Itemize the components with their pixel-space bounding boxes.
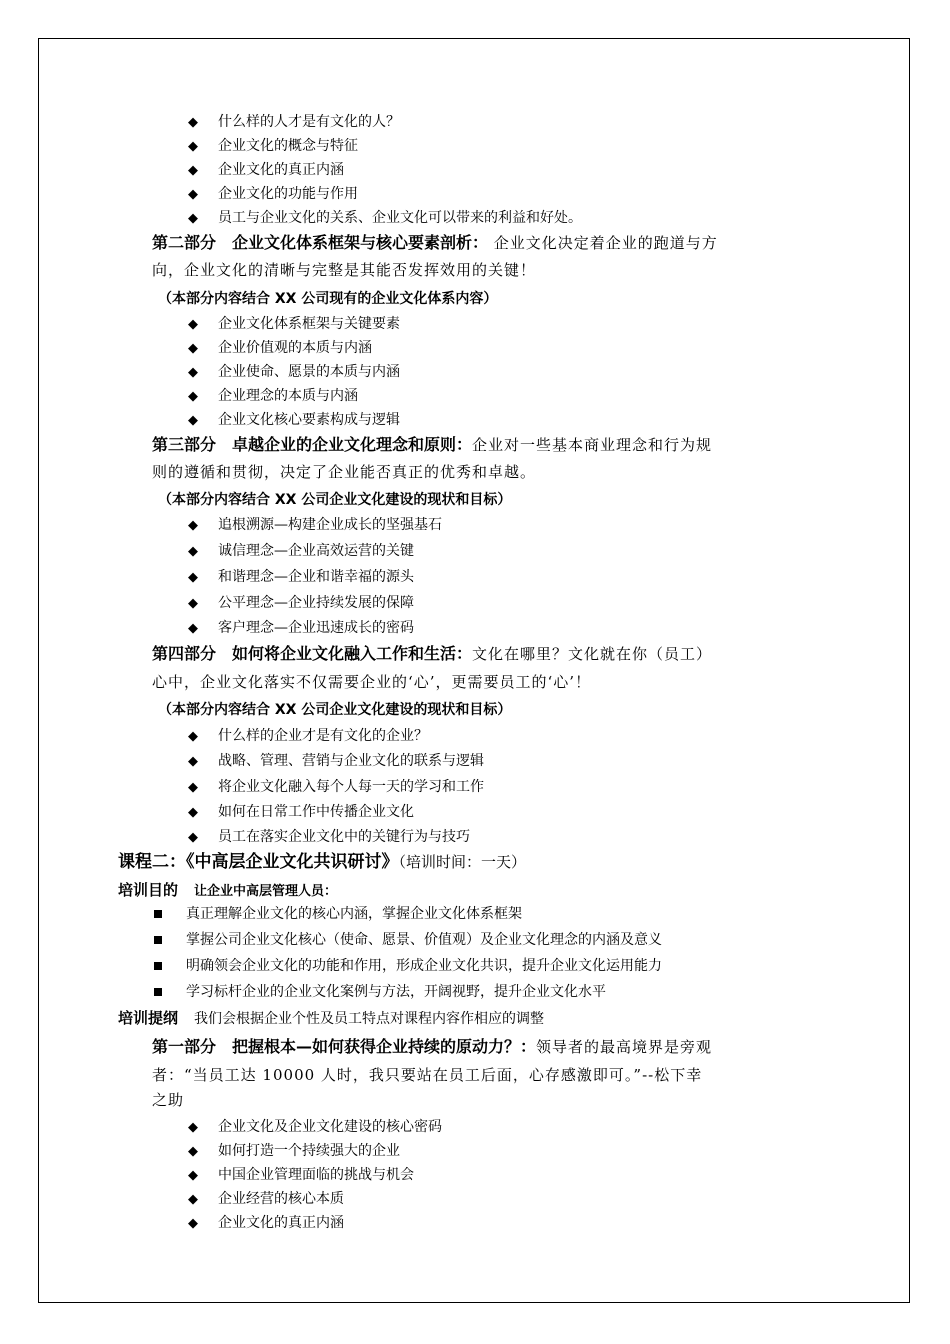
list-item: 企业文化体系框架与关键要素 xyxy=(218,316,400,332)
section-heading-part3 xyxy=(152,434,712,456)
list-item: 企业价值观的本质与内涵 xyxy=(218,340,372,356)
section-description: 文化在哪里？文化就在你（员工） xyxy=(472,645,713,663)
list-item: 和谐理念—企业和谐幸福的源头 xyxy=(218,569,414,585)
list-item: 真正理解企业文化的核心内涵，掌握企业文化体系框架 xyxy=(186,906,522,922)
diamond-bullet-icon: ◆ xyxy=(188,780,198,795)
section-heading-part1 xyxy=(152,1036,712,1058)
list-item: 如何打造一个持续强大的企业 xyxy=(218,1143,400,1159)
list-item: 将企业文化融入每个人每一天的学习和工作 xyxy=(218,779,484,795)
list-item: 企业文化及企业文化建设的核心密码 xyxy=(218,1119,442,1135)
diamond-bullet-icon: ◆ xyxy=(188,805,198,820)
diamond-bullet-icon: ◆ xyxy=(188,729,198,744)
diamond-bullet-icon: ◆ xyxy=(188,163,198,178)
section-description-cont: 向，企业文化的清晰与完整是其能否发挥效用的关键！ xyxy=(152,261,537,279)
diamond-bullet-icon: ◆ xyxy=(188,1168,198,1183)
list-item: 明确领会企业文化的功能和作用，形成企业文化共识，提升企业文化运用能力 xyxy=(186,958,662,974)
square-bullet-icon xyxy=(154,910,162,918)
diamond-bullet-icon: ◆ xyxy=(188,139,198,154)
diamond-bullet-icon: ◆ xyxy=(188,544,198,559)
outline-label: 培训提纲 xyxy=(118,1009,179,1027)
diamond-bullet-icon: ◆ xyxy=(188,570,198,585)
section-description-cont: 则的遵循和贯彻，决定了企业能否真正的优秀和卓越。 xyxy=(152,463,537,481)
diamond-bullet-icon: ◆ xyxy=(188,187,198,202)
diamond-bullet-icon: ◆ xyxy=(188,596,198,611)
section-description: 企业对一些基本商业理念和行为规 xyxy=(472,436,713,454)
outline-text: 我们会根据企业个性及员工特点对课程内容作相应的调整 xyxy=(194,1011,545,1027)
square-bullet-icon xyxy=(154,936,162,944)
section-description-cont: 心中，企业文化落实不仅需要企业的‘心’，更需要员工的‘心’！ xyxy=(152,673,592,691)
list-item: 追根溯源—构建企业成长的坚强基石 xyxy=(218,517,442,533)
section-title: 第二部分 企业文化体系框架与核心要素剖析： xyxy=(152,233,489,252)
list-item: 战略、管理、营销与企业文化的联系与逻辑 xyxy=(218,753,484,769)
diamond-bullet-icon: ◆ xyxy=(188,1216,198,1231)
list-item: 员工在落实企业文化中的关键行为与技巧 xyxy=(218,829,470,845)
diamond-bullet-icon: ◆ xyxy=(188,413,198,428)
section-note: （本部分内容结合 XX 公司企业文化建设的现状和目标） xyxy=(158,702,512,718)
list-item: 诚信理念—企业高效运营的关键 xyxy=(218,543,414,559)
diamond-bullet-icon: ◆ xyxy=(188,389,198,404)
list-item: 企业理念的本质与内涵 xyxy=(218,388,358,404)
diamond-bullet-icon: ◆ xyxy=(188,754,198,769)
list-item: 中国企业管理面临的挑战与机会 xyxy=(218,1167,414,1183)
list-item: 客户理念—企业迅速成长的密码 xyxy=(218,620,414,636)
list-item: 企业文化的概念与特征 xyxy=(218,138,358,154)
course-title xyxy=(118,851,526,873)
list-item: 企业文化的真正内涵 xyxy=(218,162,344,178)
section-note: （本部分内容结合 XX 公司现有的企业文化体系内容） xyxy=(158,291,498,307)
purpose-label: 培训目的 xyxy=(118,881,179,899)
diamond-bullet-icon: ◆ xyxy=(188,341,198,356)
diamond-bullet-icon: ◆ xyxy=(188,621,198,636)
section-description: 企业文化决定着企业的跑道与方 xyxy=(488,234,718,252)
square-bullet-icon xyxy=(154,962,162,970)
list-item: 企业文化的真正内涵 xyxy=(218,1215,344,1231)
section-heading-part4 xyxy=(152,643,712,665)
section-title: 第一部分 把握根本—如何获得企业持续的原动力？： xyxy=(152,1037,537,1056)
list-item: 什么样的人才是有文化的人？ xyxy=(218,114,400,130)
list-item: 企业经营的核心本质 xyxy=(218,1191,344,1207)
diamond-bullet-icon: ◆ xyxy=(188,1192,198,1207)
diamond-bullet-icon: ◆ xyxy=(188,317,198,332)
list-item: 企业使命、愿景的本质与内涵 xyxy=(218,364,400,380)
list-item: 员工与企业文化的关系、企业文化可以带来的利益和好处。 xyxy=(218,210,582,226)
list-item: 企业文化核心要素构成与逻辑 xyxy=(218,412,400,428)
diamond-bullet-icon: ◆ xyxy=(188,365,198,380)
section-title: 第三部分 卓越企业的企业文化理念和原则： xyxy=(152,435,473,454)
diamond-bullet-icon: ◆ xyxy=(188,211,198,226)
diamond-bullet-icon: ◆ xyxy=(188,1120,198,1135)
list-item: 学习标杆企业的企业文化案例与方法，开阔视野，提升企业文化水平 xyxy=(186,984,606,1000)
section-heading-part2 xyxy=(152,232,718,254)
list-item: 掌握公司企业文化核心（使命、愿景、价值观）及企业文化理念的内涵及意义 xyxy=(186,932,662,948)
list-item: 企业文化的功能与作用 xyxy=(218,186,358,202)
purpose-text: 让企业中高层管理人员： xyxy=(194,884,338,899)
section-description-cont: 者：“当员工达 10000 人时，我只要站在员工后面，心存感激即可。”--松下幸 xyxy=(152,1066,703,1084)
course-duration: （培训时间：一天） xyxy=(398,853,527,871)
section-description: 领导者的最高境界是旁观 xyxy=(536,1038,713,1056)
course-name: 课程二：《中高层企业文化共识研讨》 xyxy=(118,852,399,872)
diamond-bullet-icon: ◆ xyxy=(188,830,198,845)
diamond-bullet-icon: ◆ xyxy=(188,115,198,130)
diamond-bullet-icon: ◆ xyxy=(188,1144,198,1159)
list-item: 公平理念—企业持续发展的保障 xyxy=(218,595,414,611)
list-item: 什么样的企业才是有文化的企业？ xyxy=(218,728,428,744)
section-description-cont: 之助 xyxy=(152,1091,185,1109)
list-item: 如何在日常工作中传播企业文化 xyxy=(218,804,414,820)
section-note: （本部分内容结合 XX 公司企业文化建设的现状和目标） xyxy=(158,492,512,508)
square-bullet-icon xyxy=(154,988,162,996)
diamond-bullet-icon: ◆ xyxy=(188,518,198,533)
training-outline xyxy=(118,1008,544,1029)
training-purpose xyxy=(118,880,337,902)
section-title: 第四部分 如何将企业文化融入工作和生活： xyxy=(152,644,473,663)
